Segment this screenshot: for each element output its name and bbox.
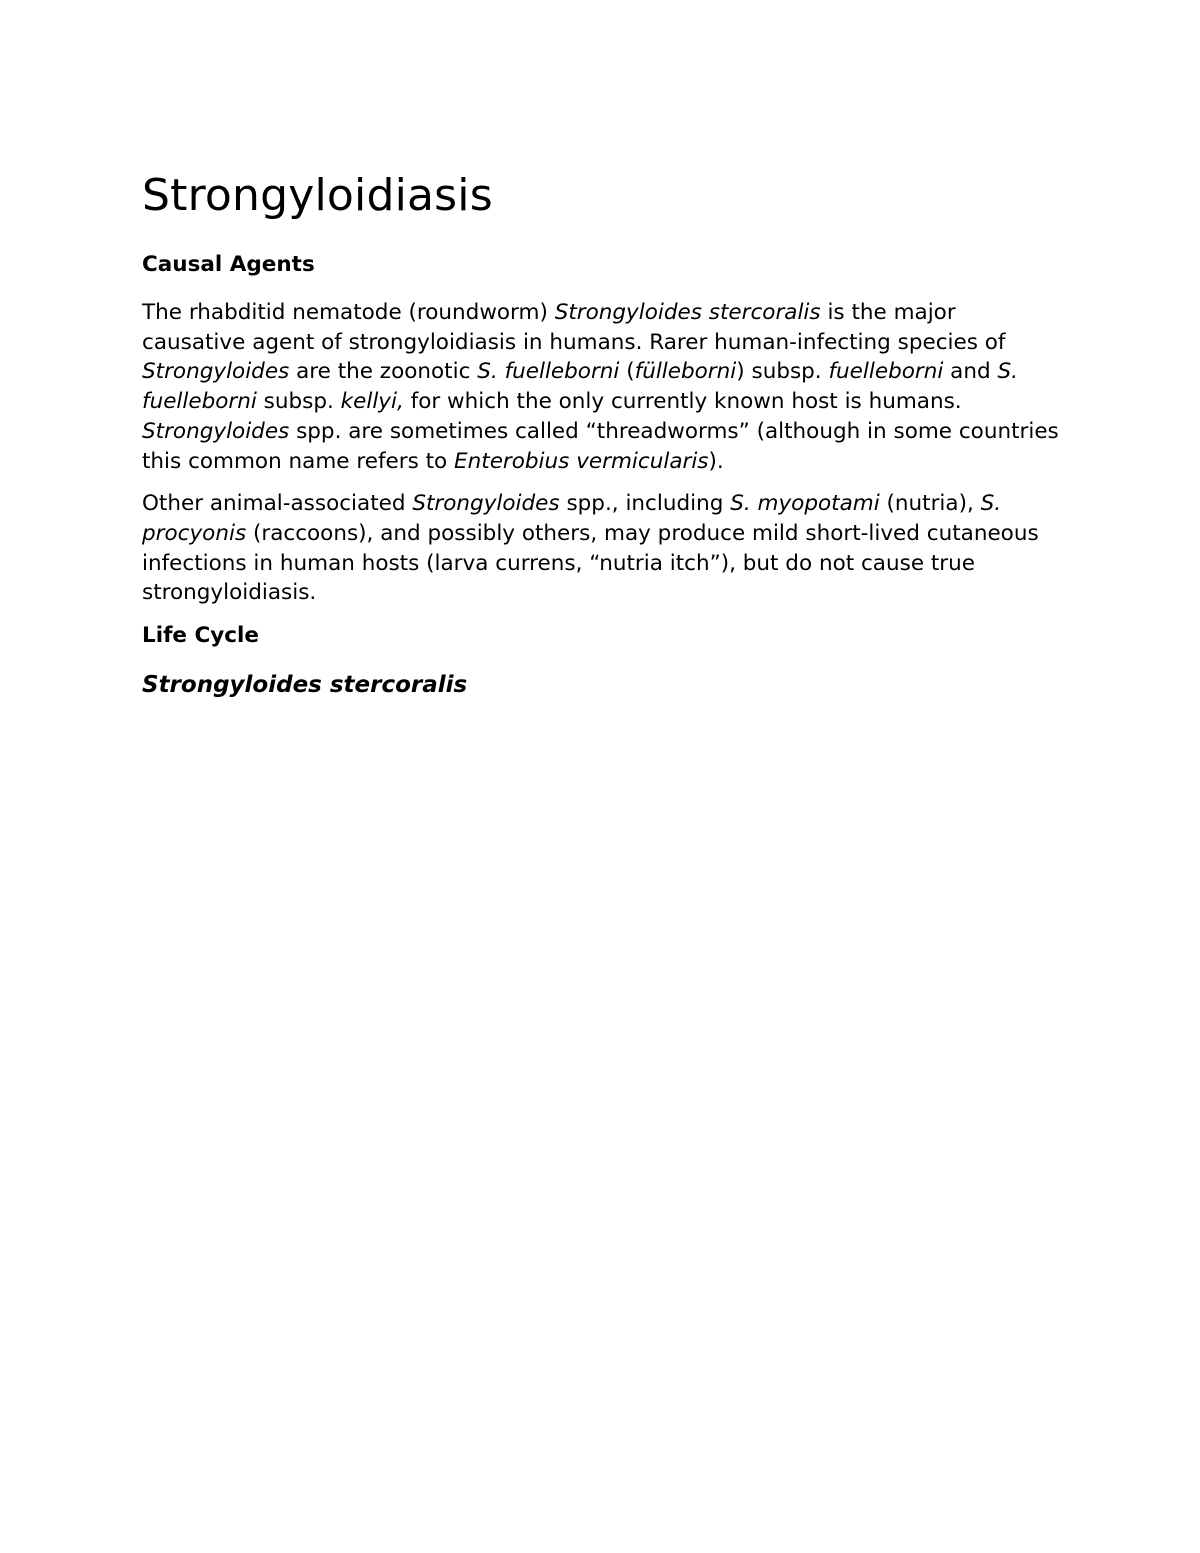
text-run: and xyxy=(943,359,998,385)
text-run: Other animal-associated xyxy=(142,491,413,517)
paragraph-causal-agents-1 xyxy=(142,298,1062,476)
species-name: fülleborni xyxy=(634,359,737,385)
genus-name: Strongyloides xyxy=(142,418,290,444)
text-run: are the zoonotic xyxy=(289,359,478,385)
text-run: ) subsp. xyxy=(736,359,829,385)
document-page xyxy=(142,168,1062,701)
species-name: S. myopotami xyxy=(730,491,880,517)
text-run: spp., including xyxy=(559,491,731,517)
text-run: (raccoons), and possibly others, may produce mild short-lived cutaneous infections in human hosts (larva currens, “nutria itch”), but do not cause true strongyloidiasis. xyxy=(142,520,1039,606)
species-name: Strongyloides stercoralis xyxy=(554,300,821,325)
genus-name: Strongyloides xyxy=(142,359,290,385)
text-run: is the major causative agent of strongyloidiasis in humans. Rarer human-infecting species of xyxy=(142,300,1006,355)
species-name: Enterobius vermicularis xyxy=(454,448,709,474)
text-run: ( xyxy=(619,359,635,385)
subheading-species: Strongyloides stercoralis xyxy=(142,672,468,699)
subspecies-name: kellyi, xyxy=(340,389,404,415)
section-heading-causal-agents: Causal Agents xyxy=(142,252,315,277)
text-run: The rhabditid nematode (roundworm) xyxy=(142,300,555,325)
text-run: for which the only currently known host is humans. xyxy=(403,389,962,415)
text-run: ). xyxy=(708,448,724,474)
text-run: spp. are sometimes called “threadworms” (although in some countries this common name refers to xyxy=(142,418,1059,474)
species-name: S. procyonis xyxy=(142,491,1002,546)
species-name: S. fuelleborni xyxy=(142,359,1018,415)
text-run: (nutria), xyxy=(879,491,981,517)
species-name: S. fuelleborni xyxy=(477,359,620,385)
paragraph-causal-agents-2 xyxy=(142,489,1062,608)
text-run: subsp. xyxy=(256,389,341,415)
section-heading-life-cycle: Life Cycle xyxy=(142,623,259,649)
document-title: Strongyloidiasis xyxy=(142,170,493,221)
genus-name: Strongyloides xyxy=(412,491,560,517)
subspecies-name: fuelleborni xyxy=(828,359,944,385)
